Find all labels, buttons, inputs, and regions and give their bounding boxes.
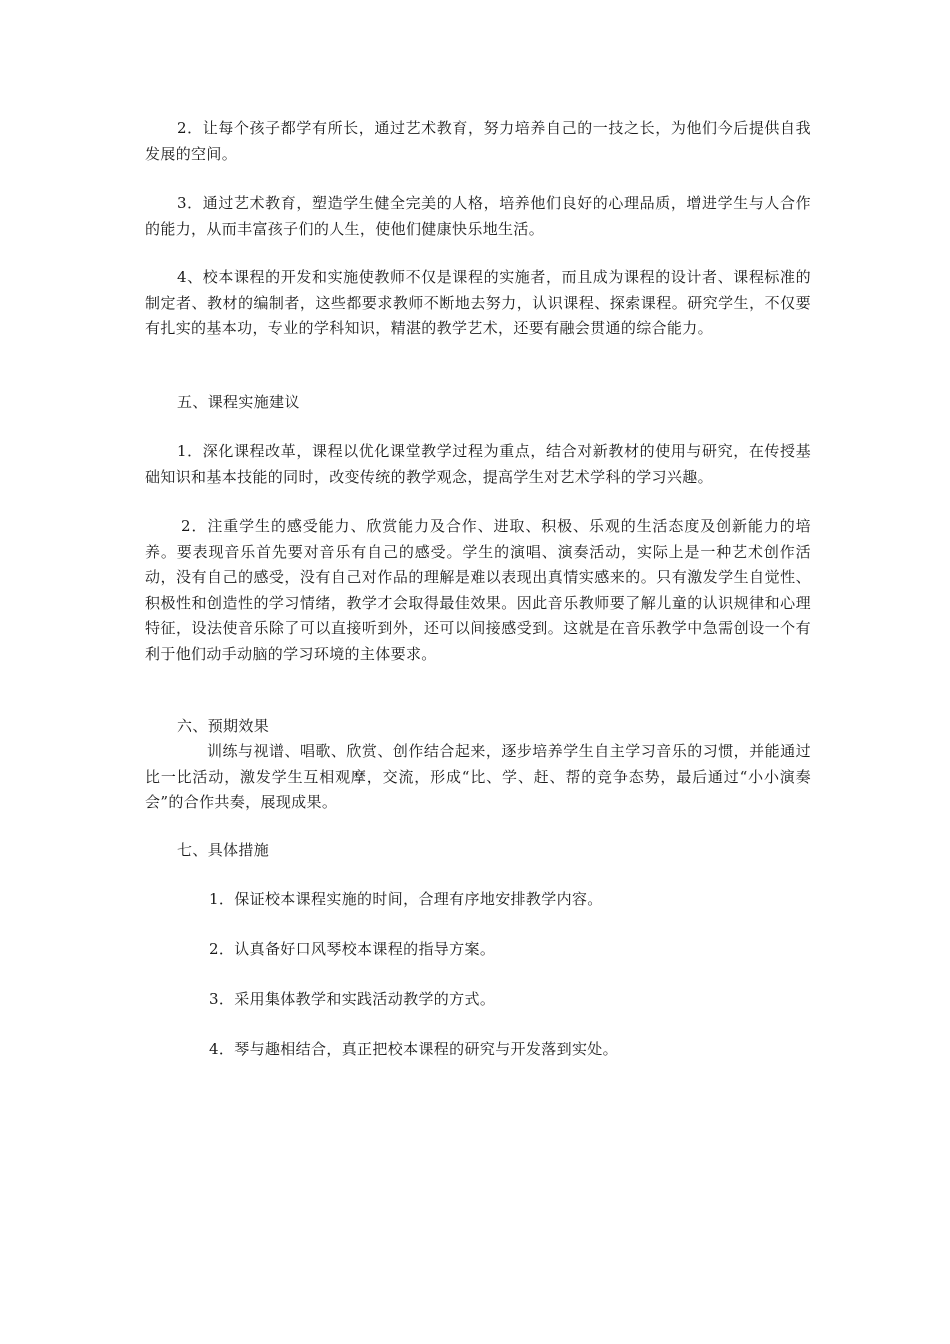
measure-item-1: 1．保证校本课程实施的时间，合理有序地安排教学内容。 [209, 890, 603, 908]
paragraph-goal-3: 3．通过艺术教育，塑造学生健全完美的人格，培养他们良好的心理品质，增进学生与人合作的能力，从而丰富孩子们的人生，使他们健康快乐地生活。 [145, 194, 811, 238]
section-heading-expected-effect: 六、预期效果 [177, 717, 270, 735]
section-heading-measures: 七、具体措施 [177, 841, 270, 859]
paragraph-goal-2: 2．让每个孩子都学有所长，通过艺术教育，努力培养自己的一技之长，为他们今后提供自我发展的空间。 [145, 119, 811, 163]
paragraph-goal-4: 4、校本课程的开发和实施使教师不仅是课程的实施者，而且成为课程的设计者、课程标准的制定者、教材的编制者，这些都要求教师不断地去努力，认识课程、探索课程。研究学生，不仅要有扎实的基本功，专业的学科知识，精湛的教学艺术，还要有融会贯通的综合能力。 [145, 268, 811, 337]
measure-item-4: 4．琴与趣相结合，真正把校本课程的研究与开发落到实处。 [209, 1040, 618, 1058]
paragraph-implementation-1: 1．深化课程改革，课程以优化课堂教学过程为重点，结合对新教材的使用与研究，在传授基础知识和基本技能的同时，改变传统的教学观念，提高学生对艺术学科的学习兴趣。 [145, 442, 811, 486]
section-heading-implementation: 五、课程实施建议 [177, 393, 300, 411]
paragraph-implementation-2: 2．注重学生的感受能力、欣赏能力及合作、进取、积极、乐观的生活态度及创新能力的培养。要表现音乐首先要对音乐有自己的感受。学生的演唱、演奏活动，实际上是一种艺术创作活动，没有自己的感受，没有自己对作品的理解是难以表现出真情实感来的。只有激发学生自觉性、积极性和创造性的学习情绪，教学才会取得最佳效果。因此音乐教师要了解儿童的认识规律和心理特征，设法使音乐除了可以直接听到外，还可以间接感受到。这就是在音乐教学中急需创设一个有利于他们动手动脑的学习环境的主体要求。 [145, 517, 811, 663]
measure-item-3: 3．采用集体教学和实践活动教学的方式。 [209, 990, 496, 1008]
paragraph-expected-effect: 训练与视谱、唱歌、欣赏、创作结合起来，逐步培养学生自主学习音乐的习惯，并能通过比一比活动，激发学生互相观摩，交流，形成“比、学、赶、帮的竞争态势，最后通过“小小演奏会”的合作共奏，展现成果。 [145, 742, 811, 811]
measure-item-2: 2．认真备好口风琴校本课程的指导方案。 [209, 940, 496, 958]
